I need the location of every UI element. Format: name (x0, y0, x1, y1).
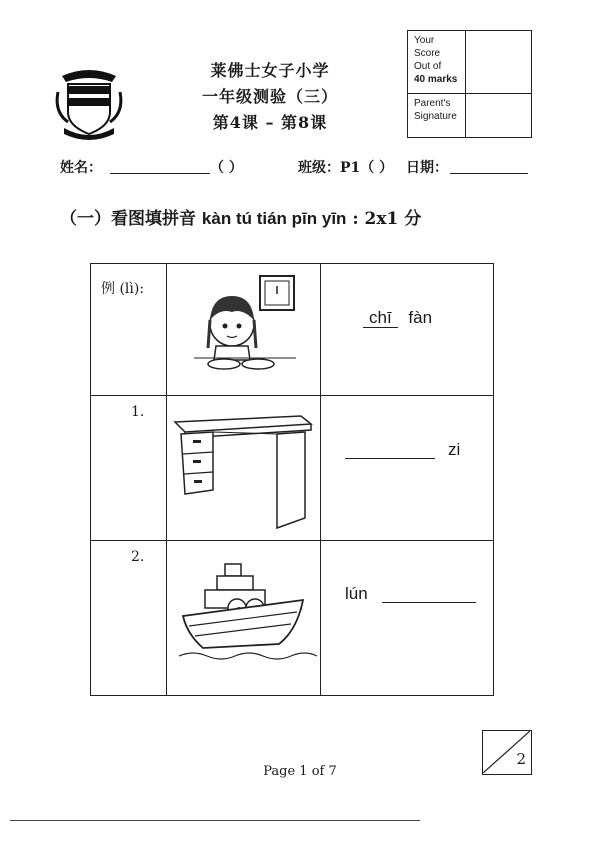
ship-icon (169, 560, 319, 672)
score-row (408, 31, 531, 94)
example-answer (363, 308, 432, 328)
example-label: 例 (lì): (101, 281, 145, 297)
question-2-blank[interactable] (382, 602, 476, 603)
date-label: 日期： (406, 160, 448, 176)
question-2-label: 2. (131, 549, 145, 565)
student-info-line (60, 157, 540, 179)
name-label: 姓名： (60, 160, 102, 176)
test-header (180, 58, 360, 136)
name-paren: （ ） (210, 160, 243, 176)
score-label: Your Score Out of 40 marks (408, 31, 466, 93)
page-number: Page 1 of 7 (263, 764, 337, 779)
class-label: 班级：P1（ ） (298, 160, 394, 176)
signature-label: Parent's Signature (408, 94, 466, 137)
lesson-range: 第4课 – 第8课 (212, 113, 328, 132)
example-answer-prefix: chī (363, 308, 398, 328)
signature-row (408, 94, 531, 137)
girl-eating-icon (186, 272, 304, 384)
bottom-rule (10, 820, 420, 821)
corner-number: 2 (516, 750, 526, 768)
example-answer-suffix: fàn (408, 308, 433, 327)
section-marks: : 2x1 分 (352, 209, 422, 229)
school-name: 莱佛士女子小学 (210, 61, 330, 80)
page-corner-box (482, 730, 532, 775)
section-pinyin: kàn tú tián pīn yīn (201, 209, 347, 228)
question-1-suffix: zi (448, 440, 461, 459)
desk-icon (173, 412, 313, 532)
test-title: 一年级测验（三） (201, 87, 338, 106)
question-table (90, 263, 494, 696)
question-1-label: 1. (131, 404, 145, 420)
section-title: （一）看图填拼音 kàn tú tián pīn yīn : 2x1 分 (60, 209, 422, 229)
question-2-prefix: lún (345, 584, 368, 603)
name-field[interactable] (110, 173, 210, 174)
date-field[interactable] (450, 173, 528, 174)
school-crest-icon (54, 62, 124, 140)
question-1-blank[interactable] (345, 458, 435, 459)
score-box (407, 30, 532, 138)
